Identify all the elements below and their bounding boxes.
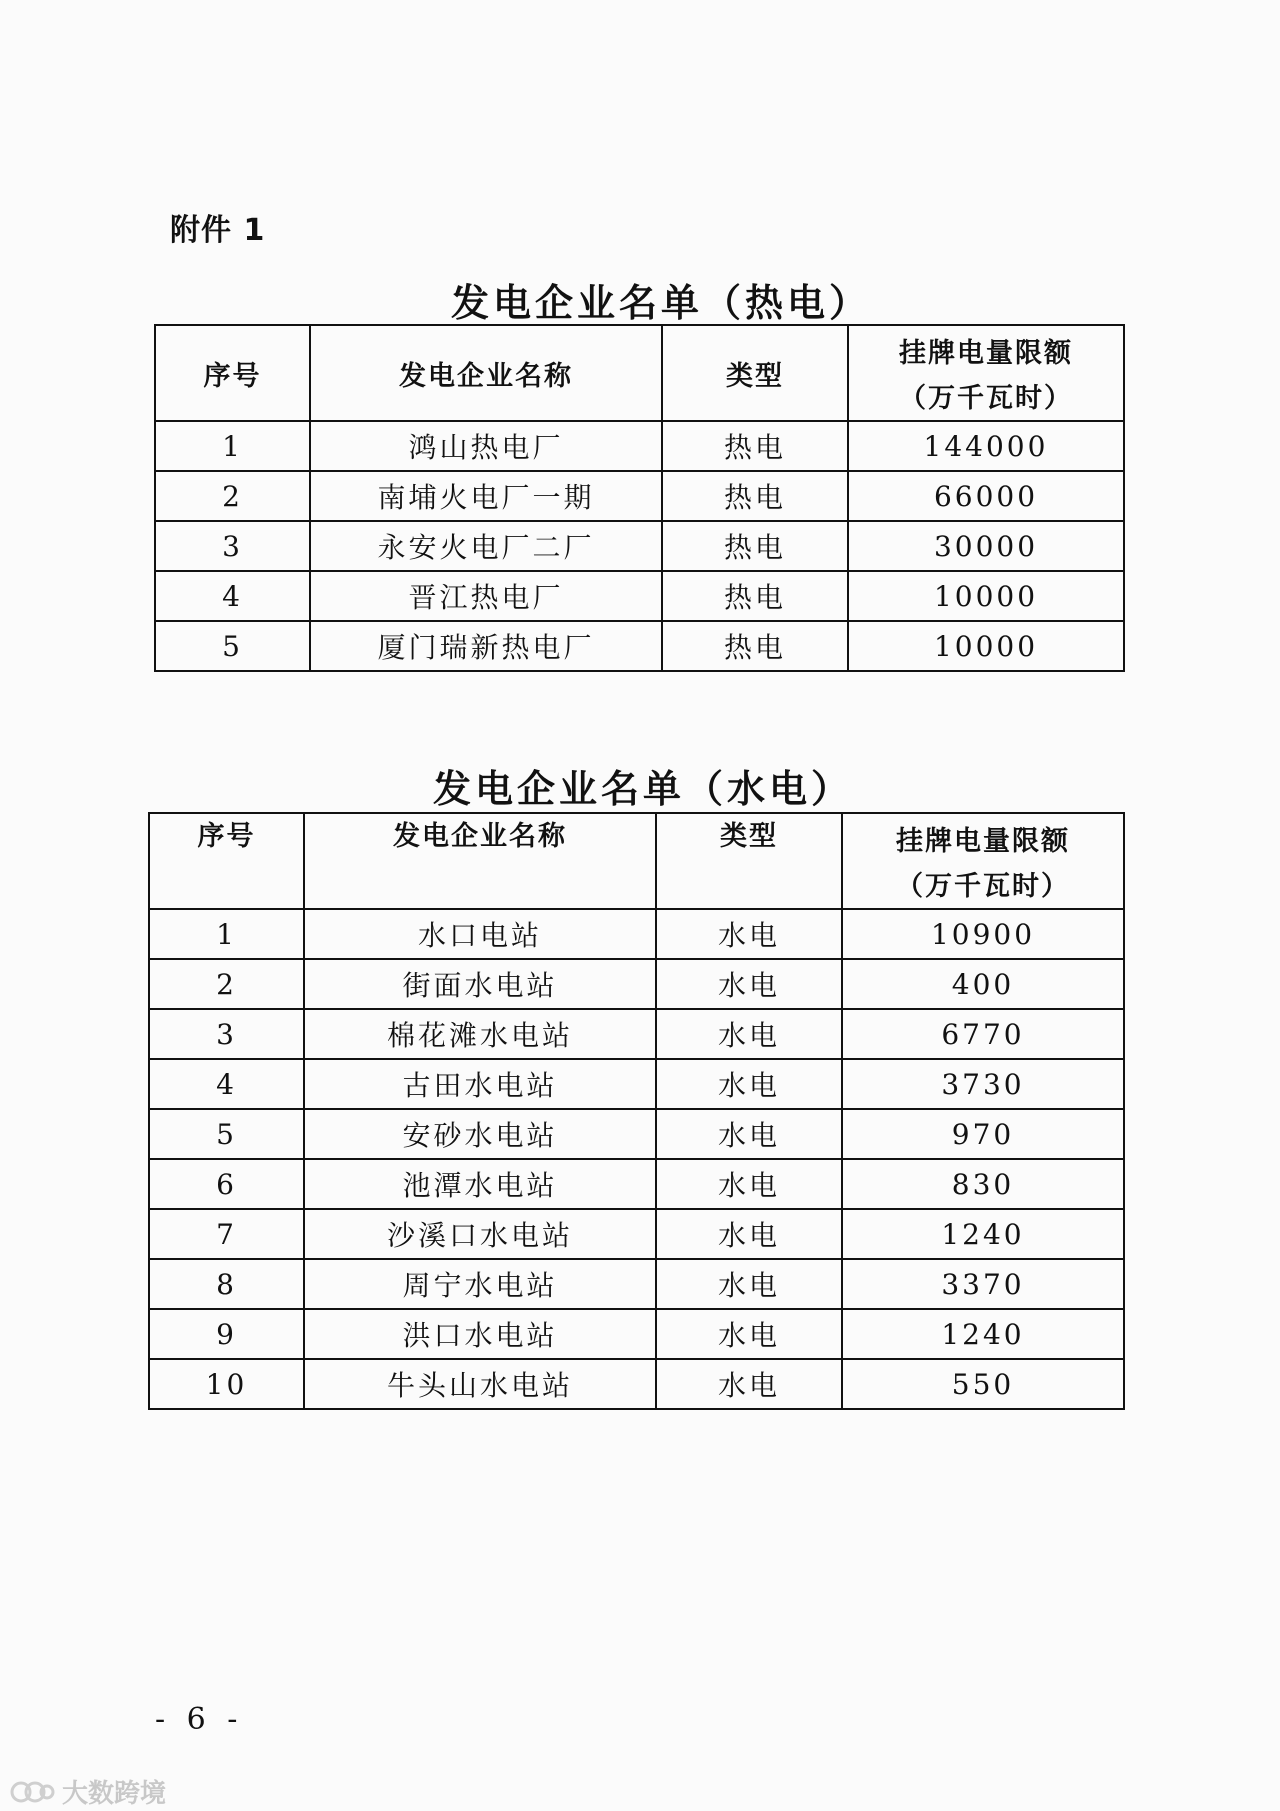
page-number: - 6 - bbox=[155, 1702, 244, 1737]
table-row bbox=[149, 959, 1124, 1009]
cell-company-name: 沙溪口水电站 bbox=[304, 1209, 656, 1259]
cell-no: 2 bbox=[149, 959, 304, 1009]
cell-limit: 550 bbox=[842, 1359, 1124, 1409]
cell-type: 水电 bbox=[656, 1159, 842, 1209]
cell-company-name: 永安火电厂二厂 bbox=[310, 521, 662, 571]
cell-limit: 3370 bbox=[842, 1259, 1124, 1309]
header-name: 发电企业名称 bbox=[304, 813, 656, 909]
header-limit bbox=[848, 325, 1124, 421]
hydro-table bbox=[148, 812, 1125, 1410]
cell-type: 水电 bbox=[656, 1259, 842, 1309]
hydro-table-body bbox=[149, 909, 1124, 1409]
header-type: 类型 bbox=[662, 325, 848, 421]
cell-company-name: 晋江热电厂 bbox=[310, 571, 662, 621]
cell-no: 6 bbox=[149, 1159, 304, 1209]
cell-type: 热电 bbox=[662, 421, 848, 471]
thermal-table-body bbox=[155, 421, 1124, 671]
table-row bbox=[149, 909, 1124, 959]
cell-type: 热电 bbox=[662, 521, 848, 571]
cell-no: 9 bbox=[149, 1309, 304, 1359]
cell-company-name: 鸿山热电厂 bbox=[310, 421, 662, 471]
cell-no: 1 bbox=[155, 421, 310, 471]
cell-limit: 10000 bbox=[848, 621, 1124, 671]
cell-no: 5 bbox=[155, 621, 310, 671]
cell-type: 热电 bbox=[662, 571, 848, 621]
table-row bbox=[149, 1009, 1124, 1059]
cell-no: 7 bbox=[149, 1209, 304, 1259]
header-type: 类型 bbox=[656, 813, 842, 909]
cell-no: 2 bbox=[155, 471, 310, 521]
cell-limit: 10900 bbox=[842, 909, 1124, 959]
cell-type: 水电 bbox=[656, 959, 842, 1009]
cell-no: 4 bbox=[149, 1059, 304, 1109]
cell-no: 1 bbox=[149, 909, 304, 959]
table-row bbox=[155, 521, 1124, 571]
cell-type: 水电 bbox=[656, 1059, 842, 1109]
cell-company-name: 池潭水电站 bbox=[304, 1159, 656, 1209]
table-row bbox=[149, 1309, 1124, 1359]
cell-limit: 3730 bbox=[842, 1059, 1124, 1109]
cell-no: 4 bbox=[155, 571, 310, 621]
table-row bbox=[155, 421, 1124, 471]
cell-company-name: 安砂水电站 bbox=[304, 1109, 656, 1159]
cell-company-name: 水口电站 bbox=[304, 909, 656, 959]
table-row bbox=[155, 571, 1124, 621]
cell-type: 水电 bbox=[656, 1109, 842, 1159]
cell-company-name: 厦门瑞新热电厂 bbox=[310, 621, 662, 671]
table-row bbox=[149, 1059, 1124, 1109]
cell-type: 水电 bbox=[656, 1009, 842, 1059]
cell-no: 10 bbox=[149, 1359, 304, 1409]
cell-limit: 10000 bbox=[848, 571, 1124, 621]
cell-company-name: 街面水电站 bbox=[304, 959, 656, 1009]
header-no: 序号 bbox=[155, 325, 310, 421]
cell-no: 8 bbox=[149, 1259, 304, 1309]
watermark bbox=[10, 1773, 166, 1810]
cell-type: 热电 bbox=[662, 621, 848, 671]
header-name: 发电企业名称 bbox=[310, 325, 662, 421]
header-limit-label: 挂牌电量限额 bbox=[899, 338, 1073, 369]
cell-no: 3 bbox=[155, 521, 310, 571]
cell-type: 水电 bbox=[656, 909, 842, 959]
cell-type: 水电 bbox=[656, 1359, 842, 1409]
brand-logo-icon bbox=[10, 1777, 56, 1807]
table-row bbox=[149, 1159, 1124, 1209]
watermark-text: 大数跨境 bbox=[62, 1779, 167, 1809]
cell-limit: 144000 bbox=[848, 421, 1124, 471]
cell-limit: 830 bbox=[842, 1159, 1124, 1209]
header-limit-label: 挂牌电量限额 bbox=[896, 826, 1070, 857]
cell-limit: 1240 bbox=[842, 1309, 1124, 1359]
table-row bbox=[149, 1259, 1124, 1309]
cell-limit: 6770 bbox=[842, 1009, 1124, 1059]
cell-company-name: 棉花滩水电站 bbox=[304, 1009, 656, 1059]
cell-limit: 66000 bbox=[848, 471, 1124, 521]
cell-company-name: 周宁水电站 bbox=[304, 1259, 656, 1309]
cell-type: 水电 bbox=[656, 1309, 842, 1359]
header-no: 序号 bbox=[149, 813, 304, 909]
cell-limit: 30000 bbox=[848, 521, 1124, 571]
table-row bbox=[155, 621, 1124, 671]
cell-limit: 400 bbox=[842, 959, 1124, 1009]
cell-no: 5 bbox=[149, 1109, 304, 1159]
table-row bbox=[149, 1209, 1124, 1259]
table-row bbox=[149, 1359, 1124, 1409]
attachment-label: 附件 1 bbox=[170, 213, 266, 248]
header-limit bbox=[842, 813, 1124, 909]
cell-company-name: 洪口水电站 bbox=[304, 1309, 656, 1359]
hydro-header-row bbox=[149, 813, 1124, 909]
cell-type: 热电 bbox=[662, 471, 848, 521]
hydro-table-title: 发电企业名单（水电） bbox=[432, 767, 853, 811]
cell-no: 3 bbox=[149, 1009, 304, 1059]
thermal-header-row bbox=[155, 325, 1124, 421]
cell-company-name: 古田水电站 bbox=[304, 1059, 656, 1109]
table-row bbox=[155, 471, 1124, 521]
thermal-table bbox=[154, 324, 1125, 672]
header-limit-unit: （万千瓦时） bbox=[896, 871, 1070, 902]
header-limit-unit: （万千瓦时） bbox=[899, 383, 1073, 414]
cell-company-name: 牛头山水电站 bbox=[304, 1359, 656, 1409]
table-row bbox=[149, 1109, 1124, 1159]
cell-company-name: 南埔火电厂一期 bbox=[310, 471, 662, 521]
cell-limit: 970 bbox=[842, 1109, 1124, 1159]
cell-type: 水电 bbox=[656, 1209, 842, 1259]
cell-limit: 1240 bbox=[842, 1209, 1124, 1259]
thermal-table-title: 发电企业名单（热电） bbox=[450, 281, 871, 325]
